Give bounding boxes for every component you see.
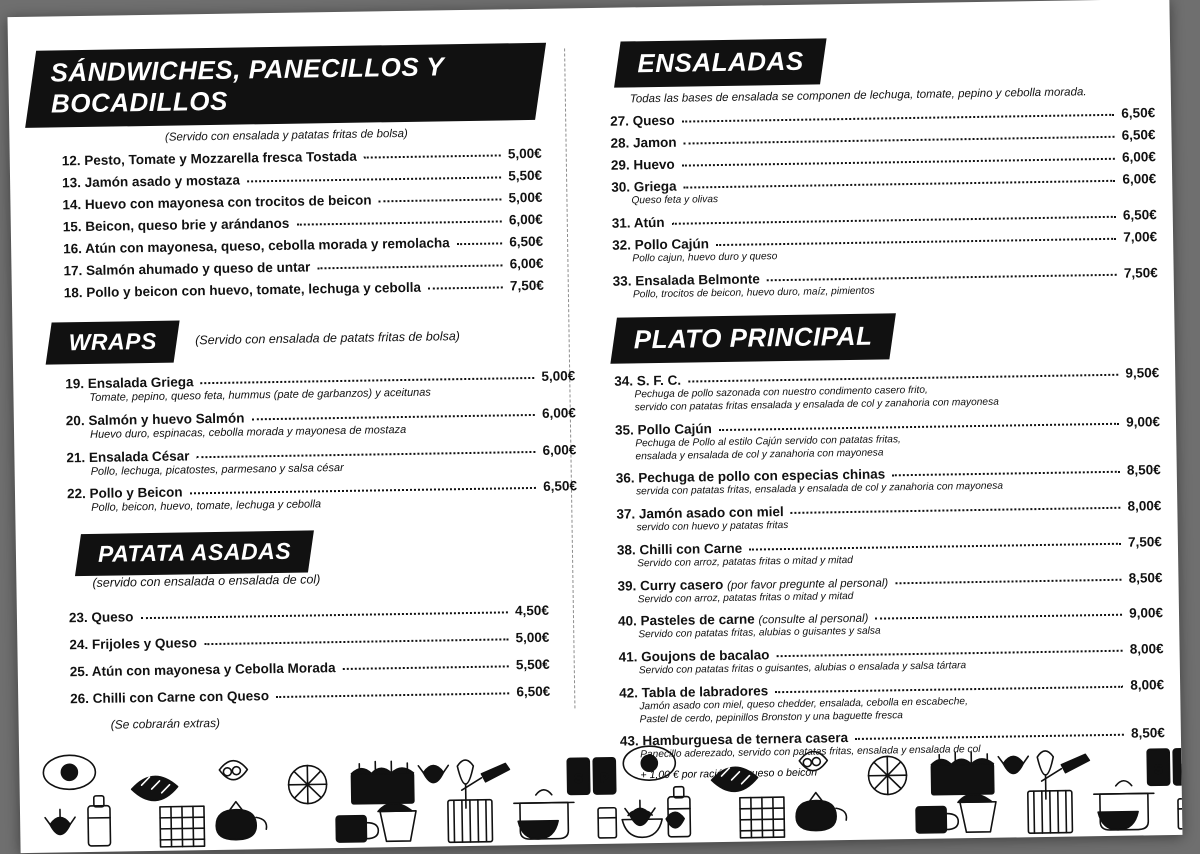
item-label: 27. Queso: [610, 112, 675, 129]
menu-item: [594, 105, 1156, 129]
item-label: 35. Pollo Cajún: [614, 420, 712, 438]
leader-dots: [379, 197, 502, 202]
patatas-extras-note: (Se cobrarán extras): [110, 715, 221, 732]
item-description: servido con huevo y patatas fritas: [636, 519, 789, 534]
item-price: 5,00€: [507, 145, 542, 162]
item-description: Queso feta y olivas: [631, 194, 719, 207]
item-price: 6,50€: [1122, 206, 1157, 223]
principal-plus-note: + 1,00 € por ración de queso o beicon: [640, 766, 818, 782]
menu-item: [602, 605, 1164, 643]
item-price: 6,50€: [543, 478, 578, 495]
sandwiches-subtitle: (Servido con ensalada y patatas fritas de bolsa): [164, 127, 408, 144]
item-label: 30. Griega: [611, 178, 677, 195]
item-label: 36. Pechuga de pollo con especias chinas: [615, 466, 886, 486]
item-price: 8,00€: [1129, 641, 1164, 657]
menu-item: [39, 630, 549, 653]
item-label-paren: (consulte al personal): [758, 612, 869, 627]
item-price: 4,50€: [514, 602, 550, 619]
leader-dots: [317, 263, 502, 269]
leader-dots: [688, 373, 1118, 383]
patatas-title: PATATA ASADAS: [97, 537, 292, 567]
item-description: Servido con patatas fritas o guisantes, alubias o ensalada y salsa tártara: [638, 660, 967, 677]
leader-dots: [251, 413, 535, 420]
item-description: Servido con patatas fritas, alubias o guisantes y salsa: [638, 625, 881, 641]
section-ensaladas: [593, 33, 1158, 302]
leader-dots: [749, 542, 1121, 551]
leader-dots: [791, 506, 1121, 514]
leader-dots: [364, 153, 501, 158]
item-price: 6,50€: [1121, 127, 1156, 143]
leader-dots: [684, 179, 1116, 189]
item-price: 7,50€: [1123, 264, 1158, 281]
menu-item: [33, 212, 543, 235]
wraps-note: (Servido con ensalada de patats fritas de bolsa): [195, 329, 461, 348]
item-description: Pollo cajun, huevo duro y queso: [632, 250, 778, 265]
menu-item: [37, 478, 578, 517]
item-description: Servido con arroz, patatas fritas o mitad y mitad: [637, 554, 853, 570]
item-label: 41. Goujons de bacalao: [618, 647, 770, 665]
patatas-note: (servido con ensalada o ensalada de col): [92, 572, 321, 590]
menu-paper: [8, 0, 1183, 853]
menu-item: [32, 146, 542, 169]
menu-item: [596, 206, 1157, 231]
menu-item: [32, 190, 542, 213]
item-price: 8,50€: [1130, 725, 1166, 741]
leader-dots: [895, 577, 1122, 584]
item-label: 37. Jamón asado con miel: [616, 504, 784, 522]
leader-dots: [428, 285, 503, 289]
item-description: Pechuga de Pollo al estilo Cajún servido con patatas fritas, ensalada y ensalada de col y zanahoria con mayonesa: [635, 433, 901, 462]
left-column: [30, 43, 578, 733]
item-label: 14. Huevo con mayonesa con trocitos de beicon: [62, 192, 372, 213]
item-price: 6,50€: [516, 683, 551, 700]
sandwiches-title: SÁNDWICHES, PANECILLOS Y BOCADILLOS: [50, 51, 445, 119]
menu-item: [599, 413, 1161, 464]
leader-dots: [684, 135, 1115, 145]
item-label: 32. Pollo Cajún: [612, 235, 710, 253]
menu-item: [597, 264, 1158, 302]
item-price: 6,00€: [542, 441, 577, 458]
item-price: 8,50€: [1126, 462, 1161, 478]
menu-item: [598, 365, 1160, 416]
item-label: 34. S. F. C.: [614, 372, 682, 389]
svg-text:S: S: [574, 771, 583, 786]
leader-dots: [682, 157, 1115, 167]
menu-item: [596, 228, 1158, 266]
leader-dots: [247, 175, 501, 182]
leader-dots: [140, 610, 508, 619]
ensaladas-title: ENSALADAS: [637, 45, 804, 79]
item-label: 31. Atún: [611, 214, 665, 231]
item-label: 18. Pollo y beicon con huevo, tomate, lechuga y cebolla: [63, 279, 422, 301]
menu-item: [33, 234, 543, 257]
item-label: 23. Queso: [68, 609, 134, 626]
item-label: 24. Frijoles y Queso: [69, 635, 198, 653]
item-label: 20. Salmón y huevo Salmón: [65, 410, 245, 429]
item-price: 5,50€: [515, 656, 550, 673]
item-price: 9,00€: [1129, 605, 1164, 621]
menu-item: [601, 533, 1162, 571]
item-description: Pollo, beicon, huevo, tomate, lechuga y cebolla: [91, 498, 322, 515]
item-label: 17. Salmón ahumado y queso de untar: [63, 259, 311, 279]
item-price: 5,00€: [541, 368, 576, 384]
item-label: 22. Pollo y Beicon: [66, 484, 183, 502]
section-sandwiches: [30, 43, 544, 301]
item-label: 26. Chilli con Carne con Queso: [70, 688, 270, 707]
item-label: 19. Ensalada Griega: [65, 374, 194, 392]
leader-dots: [196, 449, 535, 457]
item-price: 7,50€: [509, 277, 544, 294]
menu-item: [595, 171, 1157, 208]
item-description: Tomate, pepino, queso feta, hummus (pate de garbanzos) y aceitunas: [89, 386, 431, 404]
menu-item: [35, 368, 576, 407]
leader-dots: [201, 376, 535, 384]
menu-item: [34, 278, 544, 301]
wraps-items: [35, 368, 578, 517]
item-description: Panecillo aderezado, servido con patatas fritas, ensalada y ensalada de col: [640, 744, 981, 761]
item-description: Pollo, lechuga, picatostes, parmesano y salsa césar: [90, 461, 344, 478]
item-description: Huevo duro, espinacas, cebolla morada y mayonesa de mostaza: [89, 423, 407, 441]
item-label: 13. Jamón asado y mostaza: [61, 172, 241, 191]
menu-item: [36, 405, 576, 444]
item-price: 6,00€: [1122, 171, 1157, 187]
right-column: [593, 33, 1166, 782]
wraps-header: [46, 321, 180, 365]
item-description: Jamón asado con miel, queso chedder, ensalada, cebolla en escabeche, Pastel de cerdo, pepinillos Bronston y una baguette fresca: [639, 695, 968, 725]
leader-dots: [190, 486, 537, 494]
ensaladas-header: [614, 38, 827, 87]
leader-dots: [343, 664, 509, 670]
item-label: 21. Ensalada César: [66, 447, 190, 465]
menu-item: [594, 127, 1156, 151]
item-price: 6,50€: [509, 233, 544, 250]
item-label: 12. Pesto, Tomate y Mozzarella fresca Tostada: [61, 148, 357, 169]
item-price: 6,50€: [1121, 105, 1156, 121]
item-price: 6,00€: [1121, 149, 1156, 165]
leader-dots: [875, 613, 1122, 620]
item-price: 8,00€: [1127, 498, 1162, 514]
item-price: 8,50€: [1128, 569, 1163, 586]
leader-dots: [767, 272, 1117, 280]
menu-item: [40, 684, 550, 707]
ensaladas-items: [594, 105, 1158, 302]
item-label: 33. Ensalada Belmonte: [612, 270, 760, 289]
item-price: 6,00€: [508, 211, 543, 228]
menu-item: [40, 657, 550, 680]
item-price: 6,00€: [509, 255, 544, 272]
item-price: 6,00€: [541, 405, 576, 421]
menu-item: [600, 498, 1162, 535]
item-description: Servido con arroz, patatas fritas o mitad y mitad: [637, 590, 854, 605]
item-label-text: 40. Pasteles de carne: [617, 611, 755, 629]
leader-dots: [296, 219, 502, 225]
patatas-header: [75, 530, 314, 576]
menu-item: [595, 149, 1156, 173]
sandwiches-header: [25, 43, 546, 128]
item-label: 42. Tabla de labradores: [619, 683, 769, 701]
item-price: 5,50€: [508, 167, 543, 184]
item-label-paren: (por favor pregunte al personal): [727, 576, 889, 592]
footer-doodle-strip: [19, 715, 1183, 853]
item-description: Pollo, trocitos de beicon, huevo duro, maíz, pimientos: [632, 285, 875, 300]
item-price: 7,00€: [1123, 228, 1158, 245]
item-label: 15. Beicon, queso brie y arándanos: [62, 215, 290, 235]
menu-item: [32, 168, 542, 191]
section-plato-principal: [597, 310, 1166, 782]
section-patatas: [38, 527, 551, 733]
item-label-text: 39. Curry casero: [617, 576, 724, 594]
menu-item: [36, 441, 577, 480]
item-price: 5,00€: [508, 189, 543, 206]
leader-dots: [672, 215, 1116, 225]
ensaladas-subtitle: Todas las bases de ensalada se componen de lechuga, tomate, pepino y cebolla morada.: [629, 86, 1087, 106]
sandwiches-items: [32, 146, 544, 301]
section-wraps: [34, 315, 578, 517]
leader-dots: [892, 470, 1120, 477]
leader-dots: [682, 113, 1115, 123]
leader-dots: [457, 241, 503, 245]
menu-content: [8, 0, 1183, 853]
item-price: 9,00€: [1126, 413, 1161, 430]
principal-header: [610, 314, 895, 364]
leader-dots: [716, 237, 1116, 246]
menu-item: [603, 641, 1164, 678]
wraps-title: WRAPS: [68, 327, 158, 356]
menu-item: [601, 569, 1163, 607]
leader-dots: [719, 422, 1119, 431]
leader-dots: [204, 637, 509, 645]
menu-item: [39, 603, 549, 626]
item-label: 16. Atún con mayonesa, queso, cebolla morada y remolacha: [63, 235, 450, 257]
menu-item: [600, 462, 1161, 500]
item-label: 38. Chilli con Carne: [616, 540, 743, 558]
leader-dots: [775, 684, 1123, 692]
item-label: 43. Hamburguesa de ternera casera: [619, 730, 849, 749]
svg-text:P: P: [600, 770, 609, 785]
item-label: 25. Atún con mayonesa y Cebolla Morada: [69, 660, 336, 680]
item-description: servida con patatas fritas, ensalada y ensalada de col y zanahoria con mayonesa: [635, 480, 1004, 498]
item-description: Pechuga de pollo sazonada con nuestro condimento casero frito, servido con patatas fritas ensalada y ensalada de col y zanahoria con mayonesa: [634, 385, 999, 414]
patatas-items: [39, 603, 550, 707]
item-label: 29. Huevo: [610, 156, 675, 173]
menu-item: [33, 256, 543, 279]
item-price: 7,50€: [1127, 533, 1162, 550]
item-price: 8,00€: [1130, 676, 1165, 693]
item-label: 28. Jamon: [610, 134, 677, 151]
item-price: 5,00€: [515, 629, 550, 646]
leader-dots: [276, 691, 509, 698]
item-price: 9,50€: [1125, 365, 1160, 381]
principal-title: PLATO PRINCIPAL: [633, 320, 873, 355]
leader-dots: [776, 649, 1122, 657]
